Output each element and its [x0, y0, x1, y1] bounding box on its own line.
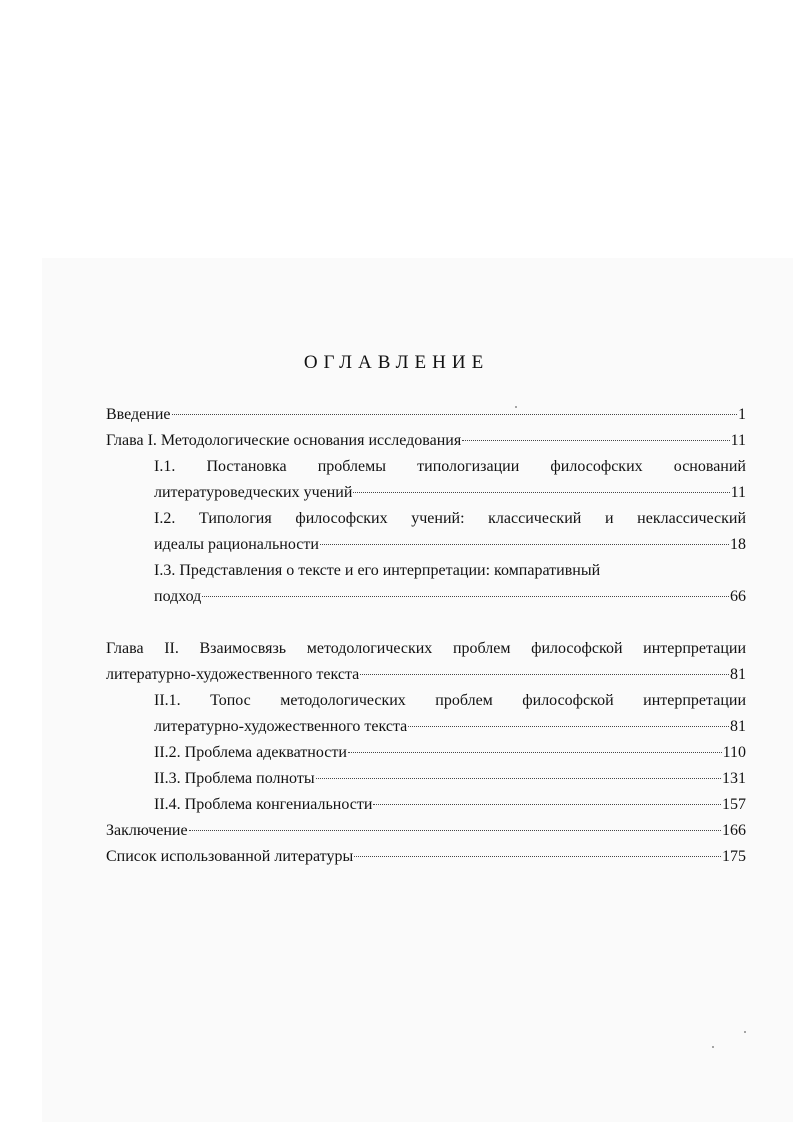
toc-page-number: 81 — [730, 718, 746, 735]
toc-entry-conclusion — [106, 820, 746, 842]
toc-entry-2-1-line2 — [154, 716, 746, 738]
toc-entry-title: литературно-художественного текста — [154, 718, 408, 735]
toc-entry-title: II.2. Проблема адекватности — [154, 744, 347, 761]
leader-dots — [360, 674, 729, 675]
toc-entry-bibliography — [106, 846, 746, 868]
leader-dots — [408, 726, 729, 727]
leader-dots — [354, 856, 721, 857]
toc-entry-2-3 — [154, 768, 746, 790]
leader-dots — [189, 830, 721, 831]
toc-page-number: 110 — [722, 744, 746, 761]
leader-dots — [373, 804, 721, 805]
toc-page-number: 66 — [730, 588, 746, 605]
toc-page-number: 1 — [738, 406, 746, 423]
toc-entry-1-3-line2 — [154, 586, 746, 608]
leader-dots — [348, 752, 722, 753]
leader-dots — [172, 414, 738, 415]
toc-entry-2-1-line1: II.1. Топос методологических проблем философской интерпретации — [154, 692, 746, 709]
toc-entry-title: II.3. Проблема полноты — [154, 770, 315, 787]
toc-entry-2-4 — [154, 794, 746, 816]
toc-page-number: 166 — [722, 822, 746, 839]
scan-speck — [515, 406, 517, 408]
leader-dots — [316, 778, 721, 779]
toc-page-number: 11 — [730, 484, 746, 501]
toc-entry-title: идеалы рациональности — [154, 536, 319, 553]
toc-entry-1-2-line1: I.2. Типология философских учений: классический и неклассический — [154, 510, 746, 527]
toc-entry-1-2-line2 — [154, 534, 746, 556]
page-title: ОГЛАВЛЕНИЕ — [303, 352, 490, 373]
toc-entry-title: Список использованной литературы — [106, 848, 354, 865]
toc-entry-1-1-line1: I.1. Постановка проблемы типологизации философских оснований — [154, 458, 746, 475]
toc-entry-title: Введение — [106, 406, 171, 423]
toc-entry-title: подход — [154, 588, 202, 605]
toc-entry-title: литературно-художественного текста — [106, 666, 360, 683]
toc-entry-chapter-2-line1: Глава II. Взаимосвязь методологических проблем философской интерпретации — [106, 640, 746, 657]
toc-page-number: 157 — [722, 796, 746, 813]
toc-entry-2-2 — [154, 742, 746, 764]
leader-dots — [353, 492, 729, 493]
toc-entry-title: литературоведческих учений — [154, 484, 353, 501]
toc-entry-chapter-1 — [106, 430, 746, 452]
toc-entry-1-3-line1: I.3. Представления о тексте и его интерпретации: компаративный — [154, 562, 601, 579]
leader-dots — [462, 440, 729, 441]
toc-entry-chapter-2-line2 — [106, 664, 746, 686]
toc-entry-1-1-line2 — [154, 482, 746, 504]
leader-dots — [320, 544, 729, 545]
toc-entry-title: Глава I. Методологические основания исследования — [106, 432, 462, 449]
toc-entry-title: II.4. Проблема конгениальности — [154, 796, 373, 813]
toc-page-number: 81 — [730, 666, 746, 683]
leader-dots — [202, 596, 729, 597]
toc-entry-introduction — [106, 404, 746, 426]
scan-speck — [744, 1031, 746, 1033]
toc-page-number: 131 — [722, 770, 746, 787]
toc-page-number: 18 — [730, 536, 746, 553]
scan-speck — [712, 1046, 714, 1048]
toc-page-number: 175 — [722, 848, 746, 865]
toc-page-number: 11 — [730, 432, 746, 449]
toc-entry-title: Заключение — [106, 822, 188, 839]
